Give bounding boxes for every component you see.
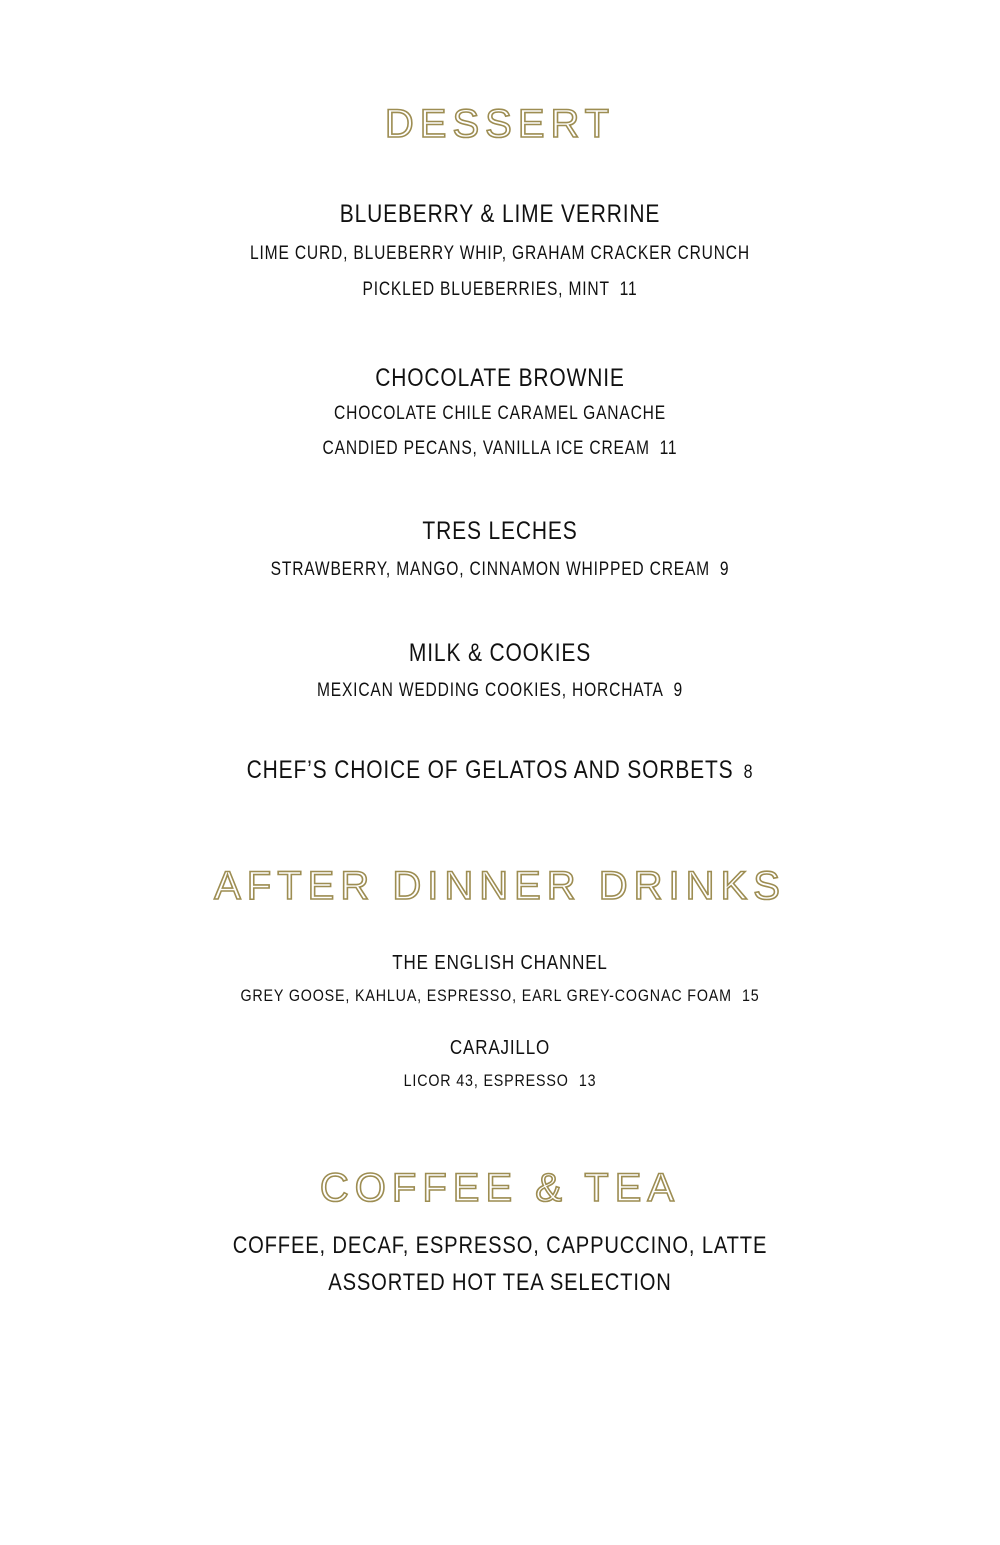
after-dinner-drinks-heading: AFTER DINNER DRINKS [214, 864, 786, 908]
chocolate-brownie-name: CHOCOLATE BROWNIE [375, 364, 625, 392]
tres-leches-price: 9 [719, 559, 730, 580]
carajillo-price: 13 [578, 1071, 597, 1090]
chocolate-brownie-price: 11 [659, 438, 678, 459]
blueberry-lime-verrine-price: 11 [619, 279, 638, 300]
milk-cookies-description [90, 678, 910, 704]
milk-cookies-price: 9 [673, 680, 684, 701]
coffee-options: COFFEE, DECAF, ESPRESSO, CAPPUCCINO, LATTE [232, 1232, 768, 1259]
dessert-heading: DESSERT [384, 102, 616, 146]
tres-leches-description-text: STRAWBERRY, MANGO, CINNAMON WHIPPED CREAM [270, 559, 710, 580]
chefs-choice-name: CHEF’S CHOICE OF GELATOS AND SORBETS [246, 756, 734, 784]
coffee-tea-heading: COFFEE & TEA [319, 1166, 681, 1210]
chocolate-brownie-description-line1: CHOCOLATE CHILE CARAMEL GANACHE [334, 403, 666, 424]
carajillo-name: CARAJILLO [449, 1037, 551, 1059]
blueberry-lime-verrine-name: BLUEBERRY & LIME VERRINE [339, 200, 661, 228]
chocolate-brownie-description-text: CANDIED PECANS, VANILLA ICE CREAM [322, 438, 650, 459]
blueberry-lime-verrine-description-line1: LIME CURD, BLUEBERRY WHIP, GRAHAM CRACKER CRUNCH [250, 243, 750, 264]
blueberry-lime-verrine-description-text: PICKLED BLUEBERRIES, MINT [362, 279, 610, 300]
english-channel-description-text: GREY GOOSE, KAHLUA, ESPRESSO, EARL GREY-COGNAC FOAM [240, 986, 732, 1005]
tres-leches-name: TRES LECHES [422, 517, 578, 545]
chefs-choice-price: 8 [743, 762, 754, 783]
carajillo-description-text: LICOR 43, ESPRESSO [403, 1071, 569, 1090]
english-channel-name: THE ENGLISH CHANNEL [392, 952, 608, 974]
english-channel-price: 15 [741, 986, 760, 1005]
chefs-choice-gelatos-sorbets [80, 754, 920, 789]
carajillo-description [80, 1070, 920, 1092]
tea-options: ASSORTED HOT TEA SELECTION [328, 1269, 672, 1296]
chocolate-brownie-description-line2 [90, 436, 910, 462]
milk-cookies-description-text: MEXICAN WEDDING COOKIES, HORCHATA [316, 680, 664, 701]
tres-leches-description [90, 557, 910, 583]
english-channel-description [80, 985, 920, 1007]
blueberry-lime-verrine-description-line2 [90, 277, 910, 303]
milk-cookies-name: MILK & COOKIES [408, 639, 592, 667]
